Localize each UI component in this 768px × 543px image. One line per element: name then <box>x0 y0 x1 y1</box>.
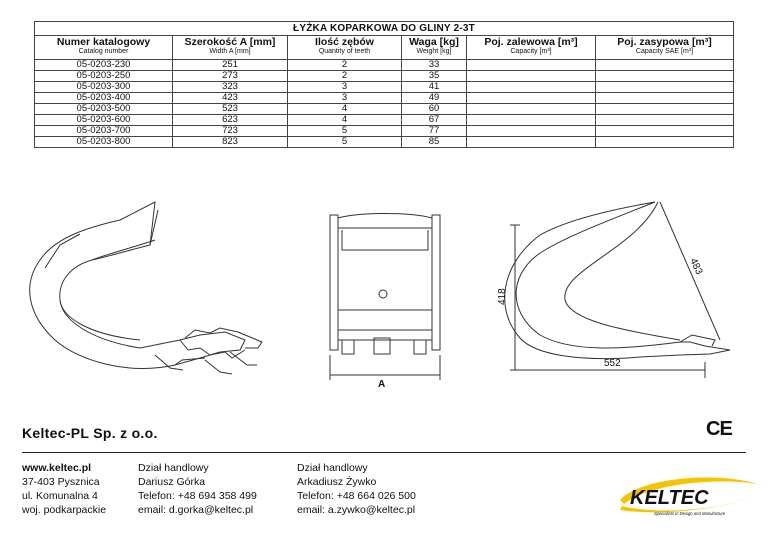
table-cell: 4 <box>288 115 402 126</box>
table-cell: 5 <box>288 126 402 137</box>
spec-table <box>34 21 734 148</box>
column-header-sublabel: Quantity of teeth <box>318 48 371 55</box>
table-cell <box>467 115 596 126</box>
address-block <box>22 461 106 517</box>
table-cell <box>467 137 596 148</box>
table-cell <box>467 104 596 115</box>
table-cell: 623 <box>173 115 288 126</box>
table-cell: 823 <box>173 137 288 148</box>
table-cell <box>596 60 734 71</box>
table-cell: 723 <box>173 126 288 137</box>
table-cell <box>596 115 734 126</box>
table-cell: 4 <box>288 104 402 115</box>
table-cell: 3 <box>288 93 402 104</box>
column-header <box>35 36 173 60</box>
sales-contact-2 <box>297 461 416 517</box>
column-header <box>596 36 734 60</box>
column-header-sublabel: Width A [mm] <box>209 48 251 55</box>
sales-1-title: Dział handlowy <box>138 462 209 474</box>
column-header <box>288 36 402 60</box>
address-line-3: woj. podkarpackie <box>22 504 107 516</box>
sales-2-name: Arkadiusz Żywko <box>297 476 377 488</box>
front-dim-a: A <box>378 379 386 390</box>
column-header-sublabel: Weight [kg] <box>416 48 452 55</box>
column-header-label: Numer katalogowy <box>56 36 151 48</box>
technical-drawings <box>0 190 768 400</box>
table-row <box>35 82 734 93</box>
sales-2-phone: Telefon: +48 664 026 500 <box>297 490 416 502</box>
table-cell: 2 <box>288 60 402 71</box>
table-cell: 3 <box>288 82 402 93</box>
table-cell <box>467 60 596 71</box>
front-view-drawing <box>330 214 440 381</box>
company-name: Keltec-PL Sp. z o.o. <box>22 425 158 441</box>
table-row <box>35 93 734 104</box>
table-cell: 60 <box>402 104 467 115</box>
address-line-1: 37-403 Pysznica <box>22 476 100 488</box>
table-cell: 423 <box>173 93 288 104</box>
table-cell <box>596 82 734 93</box>
logo-tagline: Specialists in Design and Manufacture <box>654 511 726 516</box>
table-cell: 05-0203-250 <box>35 71 173 82</box>
column-header-label: Szerokość A [mm] <box>184 36 276 48</box>
table-cell <box>596 93 734 104</box>
column-header-sublabel: Capacity [m³] <box>510 48 552 55</box>
sales-contact-1 <box>138 461 257 517</box>
column-header-sublabel: Catalog number <box>78 48 129 55</box>
column-header <box>173 36 288 60</box>
table-cell: 323 <box>173 82 288 93</box>
sales-1-phone: Telefon: +48 694 358 499 <box>138 490 257 502</box>
spec-table-container <box>34 21 733 148</box>
table-cell: 05-0203-500 <box>35 104 173 115</box>
table-cell: 33 <box>402 60 467 71</box>
table-cell: 35 <box>402 71 467 82</box>
table-cell: 05-0203-230 <box>35 60 173 71</box>
sales-2-email[interactable]: email: a.zywko@keltec.pl <box>297 504 416 516</box>
column-header-sublabel: Capacity SAE [m³] <box>635 48 694 55</box>
table-cell <box>467 126 596 137</box>
column-header-label: Waga [kg] <box>409 36 459 48</box>
table-cell <box>596 126 734 137</box>
table-cell: 251 <box>173 60 288 71</box>
keltec-logo <box>612 470 762 520</box>
table-row <box>35 115 734 126</box>
table-cell: 77 <box>402 126 467 137</box>
table-cell <box>467 82 596 93</box>
column-header-label: Poj. zalewowa [m³] <box>484 36 578 48</box>
table-cell: 49 <box>402 93 467 104</box>
table-cell: 05-0203-700 <box>35 126 173 137</box>
table-row <box>35 126 734 137</box>
sales-2-title: Dział handlowy <box>297 462 368 474</box>
table-cell: 5 <box>288 137 402 148</box>
column-header <box>467 36 596 60</box>
ce-mark: CE <box>706 418 732 440</box>
side-dim-height: 418 <box>497 288 508 305</box>
table-body <box>35 60 734 148</box>
side-view-drawing <box>505 202 730 378</box>
table-cell: 85 <box>402 137 467 148</box>
sales-1-email[interactable]: email: d.gorka@keltec.pl <box>138 504 254 516</box>
table-row <box>35 60 734 71</box>
table-cell <box>467 71 596 82</box>
footer-divider <box>22 452 746 453</box>
logo-text: KELTEC <box>630 487 709 509</box>
table-title: ŁYŻKA KOPARKOWA DO GLINY 2-3T <box>35 22 734 36</box>
table-cell <box>596 137 734 148</box>
table-cell: 05-0203-800 <box>35 137 173 148</box>
table-cell: 273 <box>173 71 288 82</box>
table-cell: 05-0203-400 <box>35 93 173 104</box>
side-dim-diagonal: 483 <box>687 256 705 277</box>
table-cell: 2 <box>288 71 402 82</box>
column-header-label: Ilość zębów <box>315 36 374 48</box>
sales-1-name: Dariusz Górka <box>138 476 206 488</box>
table-row <box>35 104 734 115</box>
table-row <box>35 137 734 148</box>
address-line-2: ul. Komunalna 4 <box>22 490 98 502</box>
column-header-label: Poj. zasypowa [m³] <box>617 36 712 48</box>
table-row <box>35 71 734 82</box>
table-cell <box>596 104 734 115</box>
table-cell: 05-0203-600 <box>35 115 173 126</box>
table-header-row <box>35 36 734 60</box>
table-cell: 05-0203-300 <box>35 82 173 93</box>
table-cell: 41 <box>402 82 467 93</box>
table-cell <box>467 93 596 104</box>
website-link[interactable]: www.keltec.pl <box>22 462 92 474</box>
isometric-bucket-drawing <box>30 202 262 374</box>
table-cell: 523 <box>173 104 288 115</box>
side-dim-depth: 552 <box>604 358 621 369</box>
column-header <box>402 36 467 60</box>
table-cell: 67 <box>402 115 467 126</box>
table-cell <box>596 71 734 82</box>
